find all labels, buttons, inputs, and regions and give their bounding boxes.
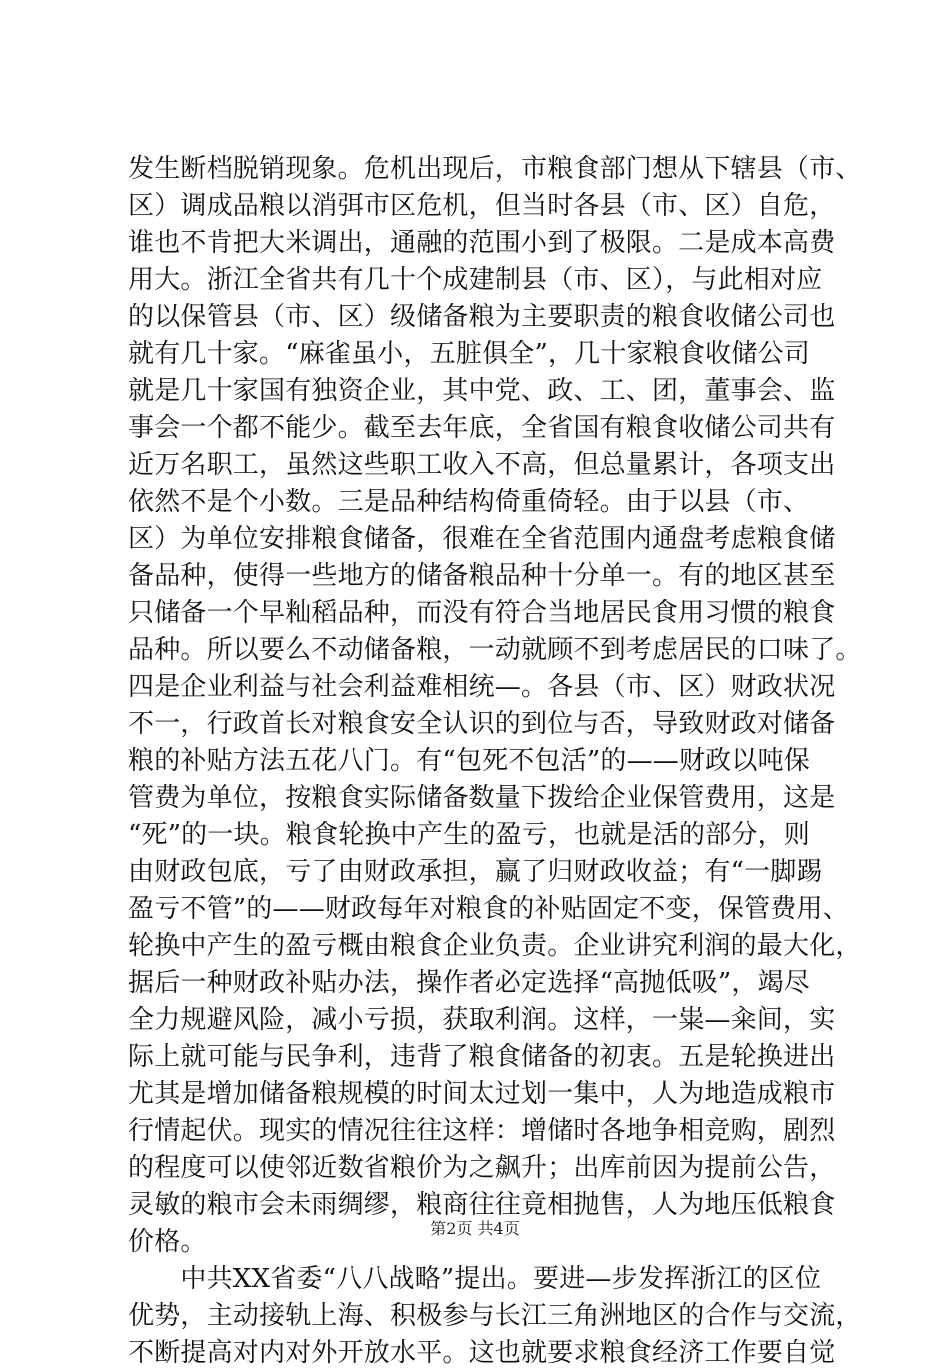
text-line: 的以保管县（市、区）级储备粮为主要职责的粮食收储公司也 <box>128 302 836 332</box>
text-line: 由财政包底，亏了由财政承担，赢了归财政收益；有“一脚踢 <box>128 857 823 887</box>
text-line: 全力规避风险，减小亏损，获取利润。这样，一粜—籴间，实 <box>128 1005 836 1035</box>
text-line: “死”的一块。粮食轮换中产生的盈亏，也就是活的部分，则 <box>128 820 810 850</box>
text-line: 用大。浙江全省共有几十个成建制县（市、区），与此相对应 <box>128 265 823 295</box>
text-line: 优势，主动接轨上海、积极参与长江三角洲地区的合作与交流， <box>128 1301 862 1331</box>
text-line: 近万名职工，虽然这些职工收入不高，但总量累计，各项支出 <box>128 450 836 480</box>
text-line: 价格。 <box>128 1227 207 1257</box>
text-line: 行情起伏。现实的情况往往这样：增储时各地争相竞购，剧烈 <box>128 1116 836 1146</box>
text-line: 盈亏不管”的——财政每年对粮食的补贴固定不变，保管费用、 <box>128 894 849 924</box>
text-line: 灵敏的粮市会未雨绸缪，粮商往往竟相抛售，人为地压低粮食 <box>128 1190 836 1220</box>
text-line: 四是企业利益与社会利益难相统—。各县（市、区）财政状况 <box>128 672 836 702</box>
text-line: 依然不是个小数。三是品种结构倚重倚轻。由于以县（市、 <box>128 487 810 517</box>
text-line: 粮的补贴方法五花八门。有“包死不包活”的——财政以吨保 <box>128 746 810 776</box>
text-line: 轮换中产生的盈亏概由粮食企业负责。企业讲究利润的最大化， <box>128 931 862 961</box>
text-line: 就是几十家国有独资企业，其中党、政、工、团，董事会、监 <box>128 376 836 406</box>
text-line: 事会一个都不能少。截至去年底，全省国有粮食收储公司共有 <box>128 413 836 443</box>
text-line: 管费为单位，按粮食实际储备数量下拨给企业保管费用，这是 <box>128 783 836 813</box>
text-line: 不一，行政首长对粮食安全认识的到位与否，导致财政对储备 <box>128 709 836 739</box>
text-line: 只储备一个早籼稻品种，而没有符合当地居民食用习惯的粮食 <box>128 598 836 628</box>
text-line: 谁也不肯把大米调出，通融的范围小到了极限。二是成本高费 <box>128 228 836 258</box>
text-line: 区）为单位安排粮食储备，很难在全省范围内通盘考虑粮食储 <box>128 524 836 554</box>
text-line: 不断提高对内对外开放水平。这也就要求粮食经济工作要自觉 <box>128 1338 836 1368</box>
text-line: 的程度可以使邻近数省粮价为之飙升；出库前因为提前公告， <box>128 1153 836 1183</box>
text-line: 际上就可能与民争利，违背了粮食储备的初衷。五是轮换进出 <box>128 1042 836 1072</box>
text-line: 据后一种财政补贴办法，操作者必定选择“高抛低吸”，竭尽 <box>128 968 810 998</box>
paragraph-start-line: 中共XX省委“八八战略”提出。要进—步发挥浙江的区位 <box>128 1264 822 1294</box>
text-line: 品种。所以要么不动储备粮，一动就顾不到考虑居民的口味了。 <box>128 635 862 665</box>
page-footer: 第2页 共4页 <box>430 1219 520 1238</box>
text-line: 就有几十家。“麻雀虽小，五脏俱全”，几十家粮食收储公司 <box>128 339 810 369</box>
text-line: 发生断档脱销现象。危机出现后，市粮食部门想从下辖县（市、 <box>128 154 862 184</box>
body-text <box>128 151 862 1372</box>
text-line: 尤其是增加储备粮规模的时间太过划一集中，人为地造成粮市 <box>128 1079 836 1109</box>
text-line: 区）调成品粮以消弭市区危机，但当时各县（市、区）自危， <box>128 191 836 221</box>
text-line: 备品种，使得一些地方的储备粮品种十分单一。有的地区甚至 <box>128 561 836 591</box>
